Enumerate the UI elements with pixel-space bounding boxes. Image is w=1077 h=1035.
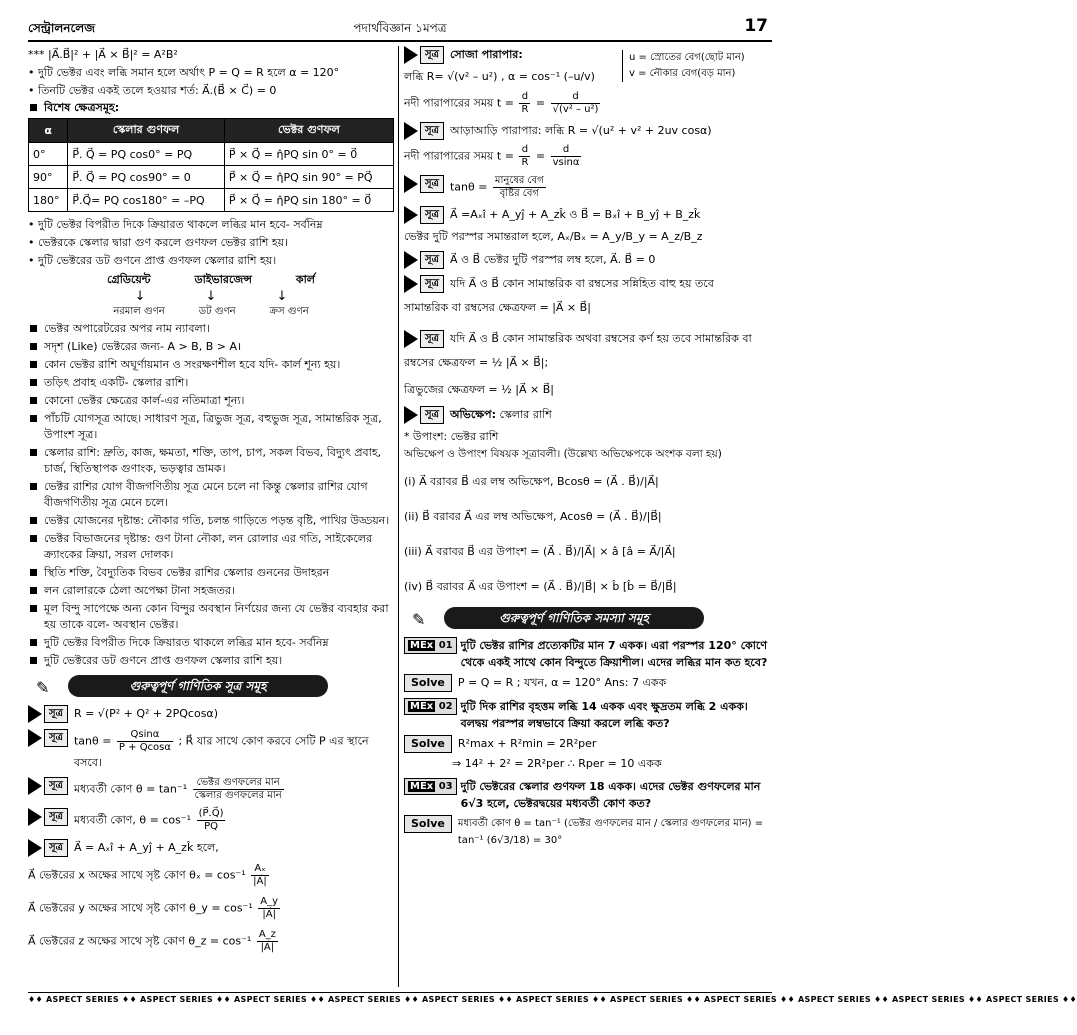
fraction: $\frac{Qsin\alpha}{P + Qcos\alpha}$ (118, 729, 171, 753)
problem-03 (404, 778, 774, 812)
square-item: ভেক্টর অপারেটরের অপর নাম ন্যাবলা। (28, 321, 394, 337)
square-item: ভেক্টর বিভাজনের দৃষ্টান্ত: গুণ টানা নৌকা, লন রোলার এর গতি, সাইকেলের ক্র্যাংকের ক্রিয়া, সরল দোলক। (28, 531, 394, 563)
square-item: তড়িৎ প্রবাহ একটি- স্কেলার রাশি। (28, 375, 394, 391)
formula-badge: সূত্র (404, 330, 444, 348)
solution-02 (404, 735, 774, 753)
solve-badge: Solve (404, 674, 452, 692)
formula-text: নদী পারাপারের সময় t = $\frac{d}{R}$ = $\frac{d}{vsin\alpha}$ (404, 144, 580, 168)
triangle-icon (28, 729, 42, 747)
problem-question: দুটি দিক রাশির বৃহত্তম লব্ধি 14 একক এবং ক্ষুদ্রতম লব্ধি 2 একক। বলদ্বয় পরস্পর লম্বভাবে ক্রিয়া করলে লব্ধি কত? (460, 700, 748, 730)
fraction: $\frac{A\_y}{|A⃗|}$ (260, 896, 279, 920)
projection-formula: (ii) B⃗ বরাবর A⃗ এর লম্ব অভিক্ষেপ, Acosθ = (A⃗ . B⃗)/|B⃗| (404, 510, 662, 523)
operator-curl: কার্ল (295, 273, 315, 286)
operator-sub: ক্রস গুণন (269, 306, 309, 317)
triangle-icon (28, 777, 42, 795)
formula-text: R = √(P² + Q² + 2PQcosα) (73, 707, 218, 720)
formula-text: A⃗ = Aₓî + A_yĵ + A_zk̂ হলে, (73, 841, 219, 854)
fraction: $\frac{(P⃗.Q⃗)}{PQ}$ (198, 808, 224, 832)
solution-03 (404, 815, 774, 849)
formula-text: যদি A⃗ ও B⃗ কোন সামান্তরিক বা রম্বসের সন্নিহিত বাহু হয় তবে (449, 277, 714, 290)
solution-text: P = Q = R ; যখন, α = 120° Ans: 7 একক (457, 676, 667, 689)
bullet-item: • দুটি ভেক্টর এবং লব্ধি সমান হলে অর্থাৎ P = Q = R হলে α = 120° (28, 64, 394, 81)
formula-badge: সূত্র (404, 175, 444, 193)
formula-text: A⃗ ও B⃗ ভেক্টর দুটি পরস্পর লম্ব হলে, A⃗. B⃗ = 0 (449, 253, 656, 266)
page-header (28, 14, 772, 42)
right-column (404, 46, 774, 987)
problem-02 (404, 698, 774, 732)
special-cases-table (28, 118, 394, 212)
formula-text: অভিক্ষেপ ও উপাংশ বিষয়ক সূত্রাবলী। (উল্লেখ্য অভিক্ষেপকে অংশক বলা হয়) (404, 448, 722, 460)
pen-icon: ✎ (36, 678, 50, 697)
legend-line: v = নৌকার বেগ(বড় মান) (629, 68, 736, 79)
top-formula: *** |A⃗.B⃗|² + |A⃗ × B⃗|² = A²B² (28, 48, 178, 61)
square-item: মূল বিন্দু সাপেক্ষে অন্য কোন বিন্দুর অবস্থান নির্ণয়ের জন্য যে ভেক্টর ব্যবহার করা হয় তাকে বলে- অবস্থান ভেক্টর। (28, 601, 394, 633)
table-cell: 0° (29, 143, 68, 166)
bullet-item: • তিনটি ভেক্টর একই তলে হওয়ার শর্ত: A⃗.(B⃗ × C⃗) = 0 (28, 82, 394, 99)
fraction: $\frac{\text{Aₓ}}{|A⃗|}$ (253, 863, 267, 887)
fraction: $\frac{d}{R}$ (521, 144, 529, 168)
projection-formula: (iii) A⃗ বরাবর B⃗ এর উপাংশ = (A⃗ . B⃗)/|A⃗| × â [â = A⃗/|A⃗| (404, 545, 676, 558)
formula-text: A⃗ =Aₓî + A_yĵ + A_zk̂ ও B⃗ = Bₓî + B_yĵ + B_zk̂ (449, 208, 701, 221)
operator-sub: ডট গুণন (198, 306, 236, 317)
square-item: দুটি ভেক্টরের ডট গুণনে প্রাপ্ত গুণফল স্কেলার রাশি হয়। (28, 653, 394, 669)
triangle-icon (28, 705, 42, 723)
problem-01 (404, 637, 774, 671)
square-item: লন রোলারকে ঠেলা অপেক্ষা টানা সহজতর। (28, 583, 394, 599)
fraction: $\frac{d}{vsin\alpha}$ (552, 144, 580, 168)
square-item: ভেক্টর যোজনের দৃষ্টান্ত: নৌকার গতি, চলন্ত গাড়িতে পড়ন্ত বৃষ্টি, পাখির উড্ডয়ন। (28, 513, 394, 529)
fraction: $\frac{\text{ভেক্টর গুণফলের মান}}{\text{স্কেলার গুণফলের মান}}$ (194, 777, 282, 801)
table-row (29, 143, 394, 166)
mex-badge: MEx 03 (404, 778, 457, 795)
mex-badge: MEx 01 (404, 637, 457, 654)
triangle-icon (404, 330, 418, 348)
formula-row (404, 330, 774, 348)
table-cell: P⃗ × Q⃗ = η̂PQ sin 90° = PQ⃗ (224, 166, 393, 189)
solution-01 (404, 674, 774, 692)
operator-subtitles (28, 304, 394, 321)
formula-text: tanθ = $\frac{\text{মানুষের বেগ}}{\text{বৃষ্টির বেগ}}$ (449, 175, 544, 199)
legend-line: u = স্রোতের বেগ(ছোট মান) (629, 52, 745, 63)
formula-badge: সূত্র (28, 839, 68, 857)
down-arrow-icon: ↓ (276, 289, 288, 304)
formula-row (28, 705, 394, 723)
table-cell: 90° (29, 166, 68, 189)
formula-text: লব্ধি R= √(v² – u²) , α = cos⁻¹ (–u/v) (404, 70, 595, 83)
triangle-icon (404, 175, 418, 193)
formula-text: সামান্তরিক বা রম্বসের ক্ষেত্রফল = |A⃗ × B⃗| (404, 301, 591, 314)
banner-text: গুরুত্বপূর্ণ গাণিতিক সূত্র সমূহ (129, 679, 267, 693)
down-arrow-icon: ↓ (134, 289, 146, 304)
bullet-item: • দুটি ভেক্টর বিপরীত দিকে ক্রিয়ারত থাকলে লব্ধির মান হবে- সর্বনিম্ন (28, 216, 394, 233)
formula-row (28, 729, 394, 771)
fraction: $\frac{A\_z}{|A⃗|}$ (258, 929, 276, 953)
formula-badge: সূত্র (28, 777, 68, 795)
formula-text: অভিক্ষেপ: স্কেলার রাশি (449, 408, 552, 421)
problem-question: দুটি ভেক্টরের স্কেলার গুণফল 18 একক। এদের ভেক্টর গুণফলের মান 6√3 হলে, ভেক্টরদ্বয়ের মধ্যবর্তী কোণ কত? (460, 780, 761, 810)
projection-formula: (i) A⃗ বরাবর B⃗ এর লম্ব অভিক্ষেপ, Bcosθ = (A⃗ . B⃗)/|A⃗| (404, 475, 659, 488)
triangle-icon (404, 406, 418, 424)
direction-angle-y: A⃗ ভেক্টরের y অক্ষের সাথে সৃষ্ট কোণ θ_y = cos⁻¹ $\frac{A\_y}{|A⃗|}$ (28, 896, 279, 920)
solution-text: ⇒ 14² + 2² = 2R²per ∴ Rper = 10 একক (452, 757, 662, 770)
direction-angle-x: A⃗ ভেক্টরের x অক্ষের সাথে সৃষ্ট কোণ θₓ = cos⁻¹ $\frac{\text{Aₓ}}{|A⃗|}$ (28, 863, 267, 887)
formula-row (404, 206, 774, 224)
operator-names (28, 271, 394, 290)
formula-text: ভেক্টর দুটি পরস্পর সমান্তরাল হলে, Aₓ/Bₓ = A_y/B_y = A_z/B_z (404, 230, 703, 243)
down-arrow-icon: ↓ (205, 289, 217, 304)
problem-question: দুটি ভেক্টর রাশির প্রত্যেকটির মান 7 একক। এরা পরস্পর 120° কোণে থেকে একই সাথে কোন বিন্দুতে ক্রিয়াশীল। এদের লব্ধির মান কত হবে? (460, 639, 768, 669)
solution-text: মধ্যবর্তী কোণ θ = tan⁻¹ (ভেক্টর গুণফলের মান / স্কেলার গুণফলের মান) = tan⁻¹ (6√3/18) = 30° (457, 818, 764, 846)
formula-row (404, 122, 774, 140)
projection-formula: (iv) B⃗ বরাবর A⃗ এর উপাংশ = (A⃗ . B⃗)/|B⃗| × b̂ [b̂ = B⃗/|B⃗| (404, 580, 677, 593)
operator-gradient: গ্রেডিয়েন্ট (107, 273, 151, 286)
formula-text: tanθ = $\frac{Qsin\alpha}{P + Qcos\alpha}$ ; R⃗ যার সাথে কোণ করবে সেটি P এর স্থানে বসবে। (73, 729, 369, 769)
triangle-icon (404, 275, 418, 293)
bullet-item: • ভেক্টরকে স্কেলার দ্বারা গুণ করলে গুণফল ভেক্টর রাশি হয়। (28, 234, 394, 251)
triangle-icon (28, 808, 42, 826)
mex-badge: MEx 02 (404, 698, 457, 715)
formula-row (28, 808, 394, 833)
formula-row (404, 275, 774, 293)
table-header: স্কেলার গুণফল (68, 119, 225, 143)
solution-text: R²max + R²min = 2R²per (457, 737, 597, 750)
fraction: $\frac{d}{\text{√(v² – u²)}}$ (552, 91, 599, 115)
formula-text: আড়াআড়ি পারাপার: লব্ধি R = √(u² + v² + 2uv cosα) (449, 124, 712, 137)
formula-badge: সূত্র (404, 251, 444, 269)
formula-badge: সূত্র (28, 705, 68, 723)
formula-text: রম্বসের ক্ষেত্রফল = ½ |A⃗ × B⃗|; (404, 356, 549, 369)
square-item: পাঁচটি যোগসূত্র আছে। সাধারণ সূত্র, ত্রিভুজ সূত্র, বহুভুজ সূত্র, সামান্তরিক সূত্র, উপাংশ সূত্র। (28, 411, 394, 443)
operator-divergence: ডাইভারজেন্স (194, 273, 252, 286)
direction-angle-z: A⃗ ভেক্টরের z অক্ষের সাথে সৃষ্ট কোণ θ_z = cos⁻¹ $\frac{A\_z}{|A⃗|}$ (28, 929, 276, 953)
formula-row (404, 175, 774, 200)
formula-text: নদী পারাপারের সময় t = $\frac{d}{R}$ = $\frac{d}{\text{√(v² – u²)}}$ (404, 91, 599, 115)
square-item: সদৃশ (Like) ভেক্টরের জন্য- A > B, B > A। (28, 339, 394, 355)
table-header: ভেক্টর গুণফল (224, 119, 393, 143)
formula-row (28, 839, 394, 857)
straight-crossing-block (404, 46, 774, 116)
pen-icon: ✎ (412, 610, 426, 629)
square-item: দুটি ভেক্টর বিপরীত দিকে ক্রিয়ারত থাকলে লব্ধির মান হবে- সর্বনিম্ন (28, 635, 394, 651)
formula-badge: সূত্র (404, 46, 444, 64)
triangle-icon (404, 46, 418, 64)
square-item: ভেক্টর রাশির যোগ বীজগণিতীয় সূত্র মেনে চলে না কিন্তু স্কেলার রাশির যোগ বীজগণিতীয় সূত্র মেনে চলে। (28, 479, 394, 511)
formula-badge: সূত্র (404, 122, 444, 140)
fraction: $\frac{d}{R}$ (521, 91, 529, 115)
solve-badge: Solve (404, 735, 452, 753)
velocity-legend (622, 50, 779, 82)
formula-text: ত্রিভুজের ক্ষেত্রফল = ½ |A⃗ × B⃗| (404, 383, 554, 396)
subject-title: পদার্থবিজ্ঞান ১মপত্র (353, 21, 447, 35)
triangle-icon (404, 122, 418, 140)
formula-text: মধ্যবর্তী কোণ, θ = cos⁻¹ $\frac{(P⃗.Q⃗)}{PQ}$ (73, 808, 224, 832)
solve-badge: Solve (404, 815, 452, 833)
formula-badge: সূত্র (404, 275, 444, 293)
operator-arrows (28, 290, 394, 304)
special-cases-title: বিশেষ ক্ষেত্রসমূহ: (28, 100, 394, 116)
formula-text: মধ্যবর্তী কোণ θ = tan⁻¹ $\frac{\text{ভেক্টর গুণফলের মান}}{\text{স্কেলার গুণফলের মান}}$ (73, 777, 282, 801)
triangle-icon (404, 206, 418, 224)
formula-badge: সূত্র (28, 729, 68, 747)
triangle-icon (404, 251, 418, 269)
square-item: কোনো ভেক্টর ক্ষেত্রের কার্ল-এর নতিমাত্রা শূন্য। (28, 393, 394, 409)
page-number: 17 (744, 16, 768, 36)
banner-text: গুরুত্বপূর্ণ গাণিতিক সমস্যা সমূহ (499, 611, 649, 625)
left-column (28, 46, 394, 987)
bullet-item: • দুটি ভেক্টরের ডট গুণনে প্রাপ্ত গুণফল স্কেলার রাশি হয়। (28, 252, 394, 269)
formula-text: যদি A⃗ ও B⃗ কোন সামান্তরিক অথবা রম্বসের কর্ণ হয় তবে সামান্তরিক বা (449, 332, 752, 345)
table-cell: P⃗ × Q⃗ = η̂PQ sin 180° = 0⃗ (224, 189, 393, 212)
problem-section-banner (412, 607, 704, 629)
formula-badge: সূত্র (404, 406, 444, 424)
table-cell: P⃗ × Q⃗ = η̂PQ sin 0° = 0⃗ (224, 143, 393, 166)
table-cell: 180° (29, 189, 68, 212)
operator-sub: নরমাল গুণন (113, 306, 165, 317)
table-row (29, 166, 394, 189)
table-row (29, 189, 394, 212)
formula-title: সোজা পারাপার: (449, 48, 523, 61)
column-divider (398, 46, 399, 987)
triangle-icon (28, 839, 42, 857)
formula-badge: সূত্র (28, 808, 68, 826)
formula-row (28, 777, 394, 802)
table-cell: P⃗. Q⃗ = PQ cos90° = 0 (68, 166, 225, 189)
formula-row (404, 406, 774, 424)
formula-text: * উপাংশ: ভেক্টর রাশি (404, 430, 499, 443)
formula-badge: সূত্র (404, 206, 444, 224)
formula-section-banner (36, 675, 328, 697)
square-item: কোন ভেক্টর রাশি অঘূর্ণায়মান ও সংরক্ষণশীল হবে যদি- কার্ল শূন্য হয়। (28, 357, 394, 373)
square-item: স্কেলার রাশি: দ্রুতি, কাজ, ক্ষমতা, শক্তি, তাপ, চাপ, সকল বিভব, বিদ্যুৎ প্রবাহ, চার্জ, স্থিতিস্থাপক গুণাংক, ভড়ত্বার ভ্রামক। (28, 445, 394, 477)
table-header: α (29, 119, 68, 143)
fraction: $\frac{\text{মানুষের বেগ}}{\text{বৃষ্টির বেগ}}$ (494, 175, 544, 199)
formula-row (404, 251, 774, 269)
table-cell: P⃗. Q⃗ = PQ cos0° = PQ (68, 143, 225, 166)
publisher-name: সেন্ট্রালনলেজ (28, 21, 95, 35)
table-cell: P⃗.Q⃗= PQ cos180° = –PQ (68, 189, 225, 212)
square-item: স্থিতি শক্তি, বৈদ্যুতিক বিভব ভেক্টর রাশির স্কেলার গুননের উদাহরন (28, 565, 394, 581)
page-footer: ♦♦ ASPECT SERIES ♦♦ ASPECT SERIES ♦♦ ASPECT SERIES ♦♦ ASPECT SERIES ♦♦ ASPECT SERIES ♦♦ ASPECT SERIES ♦♦ ASPECT SERIES ♦♦ ASPECT SERIES ♦♦ ASPECT SERIES ♦♦ ASPECT SERIES ♦♦ ASPECT SERIES ♦♦ (28, 992, 772, 1007)
